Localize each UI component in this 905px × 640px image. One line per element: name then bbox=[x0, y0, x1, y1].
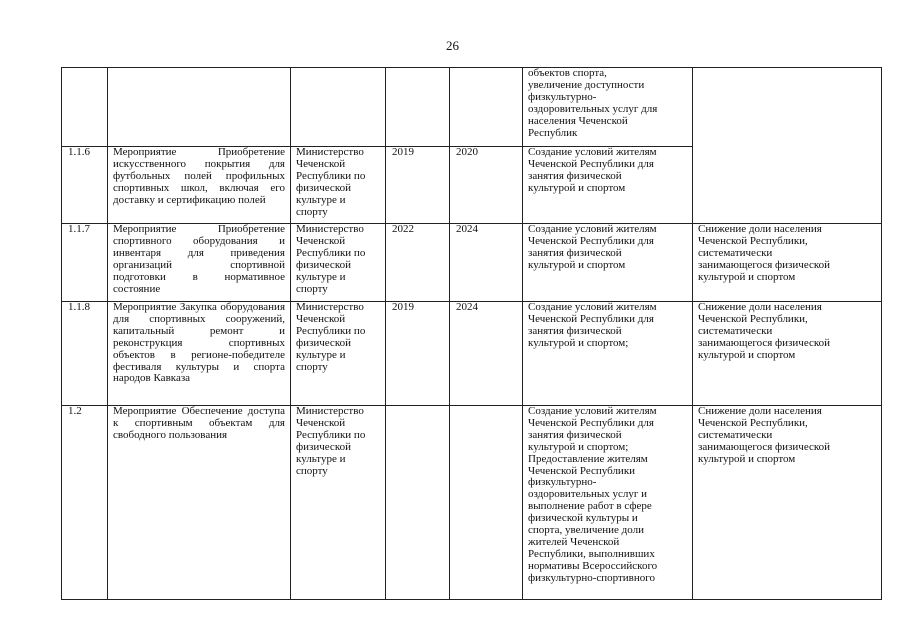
cell-executor: Министерство Чеченской Республики по физической культуре и спорту bbox=[291, 224, 386, 302]
cell-result: объектов спорта, увеличение доступности физкультурно- оздоровительных услуг для населения Чеченской Республик bbox=[523, 68, 693, 147]
cell-end-year: 2024 bbox=[450, 302, 523, 406]
cell-measure: Мероприятие Приобретение спортивного оборудования и инвентаря для приведения организаций спортивной подготовки в нормативное состояние bbox=[108, 224, 291, 302]
table-row bbox=[62, 68, 882, 147]
cell-start-year: 2019 bbox=[386, 147, 450, 224]
cell-number: 1.1.7 bbox=[62, 224, 108, 302]
cell-executor: Министерство Чеченской Республики по физической культуре и спорту bbox=[291, 302, 386, 406]
cell-indicator: Снижение доли населения Чеченской Республики, систематически занимающегося физической культурой и спортом bbox=[693, 224, 882, 302]
measures-table bbox=[61, 67, 882, 600]
cell-end-year bbox=[450, 68, 523, 147]
table-row bbox=[62, 406, 882, 600]
cell-executor bbox=[291, 68, 386, 147]
cell-indicator bbox=[693, 68, 882, 224]
cell-result: Создание условий жителям Чеченской Республики для занятия физической культурой и спортом; Предоставление жителям Чеченской Республики физкультурно- оздоровительных услуг и выполнение работ в сфере физической культуры и спорта, увеличение доли жителей Чеченской Республики, выполнивших нормативы Всероссийского физкультурно-спортивного bbox=[523, 406, 693, 600]
cell-measure: Мероприятие Обеспечение доступа к спортивным объектам для свободного пользования bbox=[108, 406, 291, 600]
cell-start-year: 2019 bbox=[386, 302, 450, 406]
cell-number: 1.2 bbox=[62, 406, 108, 600]
cell-end-year: 2024 bbox=[450, 224, 523, 302]
cell-end-year bbox=[450, 406, 523, 600]
cell-start-year: 2022 bbox=[386, 224, 450, 302]
cell-start-year bbox=[386, 68, 450, 147]
cell-end-year: 2020 bbox=[450, 147, 523, 224]
table-row bbox=[62, 302, 882, 406]
cell-number bbox=[62, 68, 108, 147]
cell-number: 1.1.8 bbox=[62, 302, 108, 406]
cell-indicator: Снижение доли населения Чеченской Республики, систематически занимающегося физической культурой и спортом bbox=[693, 302, 882, 406]
cell-measure: Мероприятие Закупка оборудования для спортивных сооружений, капитальный ремонт и реконструкция спортивных объектов в регионе-победителе фестиваля культуры и спорта народов Кавказа bbox=[108, 302, 291, 406]
cell-measure: Мероприятие Приобретение искусственного покрытия для футбольных полей профильных спортивных школ, включая его доставку и сертификацию полей bbox=[108, 147, 291, 224]
cell-executor: Министерство Чеченской Республики по физической культуре и спорту bbox=[291, 406, 386, 600]
cell-start-year bbox=[386, 406, 450, 600]
cell-measure bbox=[108, 68, 291, 147]
cell-number: 1.1.6 bbox=[62, 147, 108, 224]
table-row bbox=[62, 224, 882, 302]
page-number: 26 bbox=[446, 38, 459, 53]
cell-result: Создание условий жителям Чеченской Республики для занятия физической культурой и спортом bbox=[523, 224, 693, 302]
cell-result: Создание условий жителям Чеченской Республики для занятия физической культурой и спортом bbox=[523, 147, 693, 224]
cell-indicator: Снижение доли населения Чеченской Республики, систематически занимающегося физической культурой и спортом bbox=[693, 406, 882, 600]
cell-result: Создание условий жителям Чеченской Республики для занятия физической культурой и спортом; bbox=[523, 302, 693, 406]
cell-executor: Министерство Чеченской Республики по физической культуре и спорту bbox=[291, 147, 386, 224]
